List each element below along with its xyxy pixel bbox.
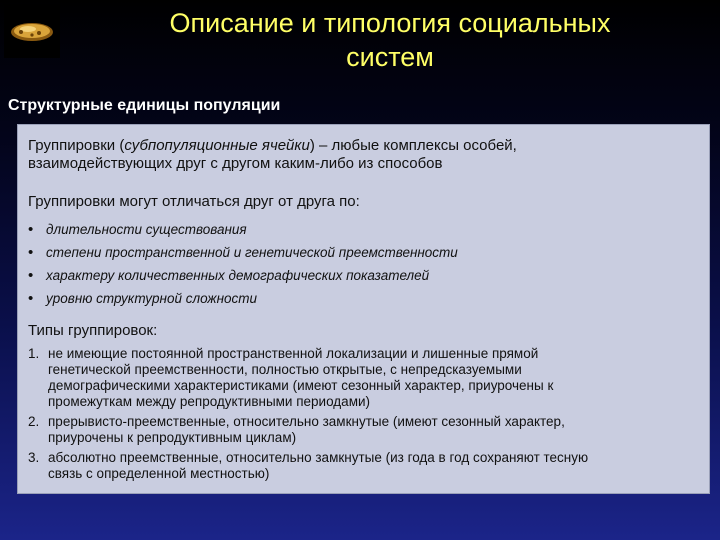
slide-title — [70, 6, 710, 74]
definition-paren-close: ) — [309, 137, 315, 154]
list-item — [28, 414, 703, 446]
list-item-number: 3. — [28, 450, 40, 465]
list-item — [28, 346, 703, 410]
definition-paragraph — [28, 137, 703, 173]
logo-emblem-icon — [4, 4, 60, 58]
list-item-text: уровню структурной сложности — [46, 291, 258, 306]
bullet-icon: • — [28, 221, 34, 238]
list-item-text: длительности существования — [46, 222, 247, 237]
list-item — [28, 450, 703, 482]
title-line-2: систем — [346, 42, 434, 72]
definition-paren-open: ( — [115, 137, 125, 154]
list-item-text: характеру количественных демографических показателей — [46, 268, 430, 283]
definition-line-1 — [28, 137, 703, 155]
section-heading: Структурные единицы популяции — [8, 97, 281, 114]
list-item-text: прерывисто-преемственные, относительно замкнутые (имеют сезонный характер, приурочены к репродуктивным циклам) — [48, 414, 565, 445]
definition-term-italic: субпопуляционные ячейки — [124, 137, 310, 154]
list-item-number: 1. — [28, 346, 40, 361]
bullet-icon: • — [28, 267, 34, 284]
bullet-icon: • — [28, 244, 34, 261]
list-item — [28, 241, 458, 264]
bullet-icon: • — [28, 290, 34, 307]
definition-line-2: взаимодействующих друг с другом каким-либо из способов — [28, 155, 443, 172]
title-line-1: Описание и типология социальных — [169, 8, 611, 38]
definition-term: Группировки — [28, 137, 116, 154]
list-item-number: 2. — [28, 414, 40, 429]
types-list — [28, 346, 703, 486]
logo-image — [4, 4, 60, 58]
definition-rest: – любые комплексы особей, — [314, 137, 517, 154]
content-panel — [17, 124, 710, 494]
list-item-text: абсолютно преемственные, относительно замкнутые (из года в год сохраняют тесную связь с определенной местностью) — [48, 450, 589, 481]
list-item — [28, 218, 458, 241]
list-item — [28, 287, 458, 310]
list-item-text: не имеющие постоянной пространственной локализации и лишенные прямой генетической преемственности, полностью открытые, с непредсказуемыми демографическими характеристиками (имеют сезонный характер, приурочены к промежуткам между репродуктивными периодами) — [48, 346, 554, 409]
types-intro: Типы группировок: — [28, 322, 158, 339]
list-item — [28, 264, 458, 287]
differ-intro: Группировки могут отличаться друг от друга по: — [28, 193, 360, 210]
differ-list — [28, 218, 458, 310]
list-item-text: степени пространственной и генетической преемственности — [46, 245, 458, 260]
